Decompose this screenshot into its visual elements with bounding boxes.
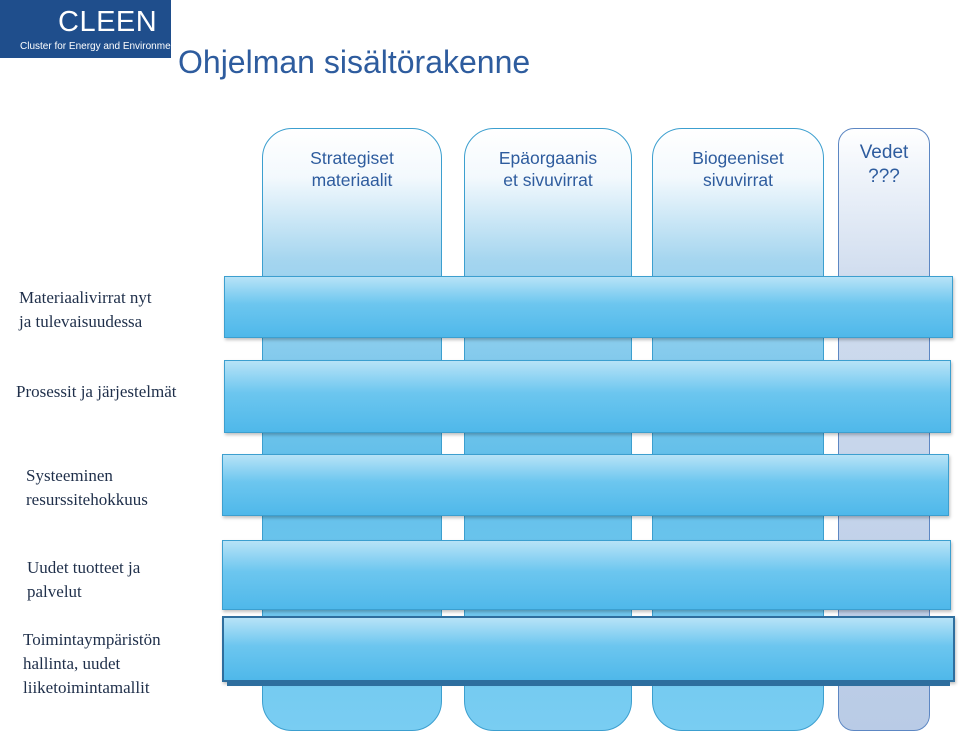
column-label: Epäorgaanis et sivuvirrat (498, 148, 598, 190)
row-label-material-flows: Materiaalivirrat nyt ja tulevaisuudessa (19, 288, 152, 331)
column-label: Vedet ??? (859, 142, 909, 187)
row-label-new-products: Uudet tuotteet ja palvelut (27, 558, 141, 601)
row-label-processes-systems: Prosessit ja järjestelmät (16, 382, 177, 401)
row-bar-systemic-efficiency (222, 454, 949, 516)
column-label: Biogeeniset sivuvirrat (692, 148, 784, 190)
row-label-business-models: Toimintaympäristön hallinta, uudet liiketoimintamallit (23, 630, 161, 697)
page-title: Ohjelman sisältörakenne (178, 44, 531, 80)
row-bar-processes-systems (224, 360, 951, 433)
logo-tagline: Cluster for Energy and Environment (20, 41, 179, 52)
row-bar-new-products (222, 540, 951, 610)
row-bar-business-models (222, 616, 955, 682)
row-bar-material-flows (224, 276, 953, 338)
logo-wordmark: CLEEN (58, 6, 158, 38)
column-label: Strategiset materiaalit (310, 148, 394, 190)
row-label-systemic-efficiency: Systeeminen resurssitehokkuus (26, 466, 148, 509)
cleen-logo (0, 0, 179, 58)
